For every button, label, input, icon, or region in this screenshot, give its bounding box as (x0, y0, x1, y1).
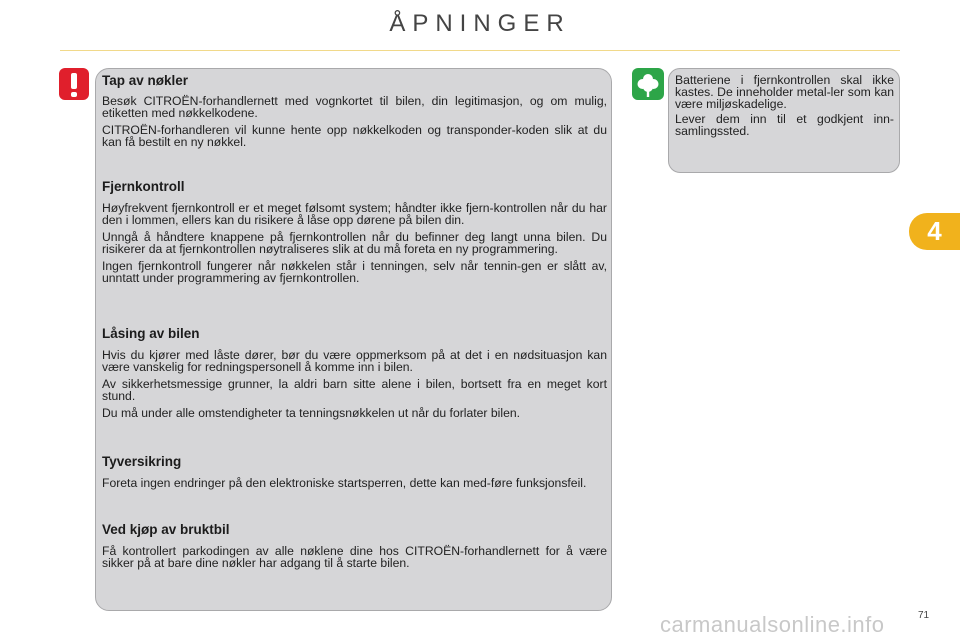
page-number: 71 (918, 610, 930, 621)
paragraph: Du må under alle omstendigheter ta tenningsnøkkelen ut når du forlater bilen. (102, 405, 521, 420)
paragraph: Hvis du kjører med låste dører, bør du være oppmerksom på at det i en nødsituasjon kan være vanskelig for redningspersonell å komme inn i bilen. (102, 348, 607, 374)
header-divider (60, 50, 900, 51)
section-heading: Ved kjøp av bruktbil (102, 522, 230, 537)
section-remote (102, 179, 607, 284)
paragraph: Av sikkerhetsmessige grunner, la aldri barn sitte alene i bilen, bortsett fra en meget kort stund. (102, 376, 607, 403)
section-key-loss (102, 73, 607, 149)
section-locking (102, 326, 607, 420)
section-heading: Tyversikring (102, 454, 182, 469)
section-anti-theft (102, 454, 607, 490)
paragraph: Få kontrollert parkodingen av alle nøklene dine hos CITROËN-forhandlernett for å være sikker på at bare dine nøkler har adgang til å starte bilen. (102, 544, 607, 570)
section-heading: Fjernkontroll (102, 179, 185, 194)
paragraph: Batteriene i fjernkontrollen skal ikke kastes. De inneholder metal-ler som kan være miljøskadelige. (675, 73, 894, 111)
paragraph: CITROËN-forhandleren vil kunne hente opp nøkkelkoden og transponder-koden slik at du kan få bestilt en ny nøkkel. (102, 122, 607, 149)
page-title: ÅPNINGER (389, 10, 571, 37)
eco-leaf-icon (632, 68, 664, 100)
section-heading: Tap av nøkler (102, 73, 189, 88)
paragraph: Lever dem inn til et godkjent inn-samlingssted. (675, 111, 894, 138)
warning-icon (59, 68, 89, 100)
paragraph: Unngå å håndtere knappene på fjernkontrollen når du befinner deg langt unna bilen. Du risikerer da at fjernkontrollen nøytraliseres slik at du må foreta en ny programmering. (102, 229, 607, 256)
paragraph: Ingen fjernkontroll fungerer når nøkkelen står i tenningen, selv når tennin-gen er slått av, unntatt under programmering av fjernkontrollen. (102, 258, 607, 285)
section-heading: Låsing av bilen (102, 326, 200, 341)
watermark: carmanualsonline.info (660, 612, 885, 637)
paragraph: Foreta ingen endringer på den elektroniske startsperren, dette kan med-føre funksjonsfeil. (102, 476, 587, 490)
chapter-tab[interactable]: 4 (909, 213, 960, 250)
environment-note-box (668, 68, 900, 173)
section-used-car (102, 522, 607, 570)
paragraph: Besøk CITROËN-forhandlernett med vognkortet til bilen, din legitimasjon, og om mulig, etiketten med nøkkelkodene. (102, 94, 607, 120)
paragraph: Høyfrekvent fjernkontroll er et meget følsomt system; håndter ikke fjern-kontrollen når du har den i lommen, ellers kan du risikere å låse opp dørene på bilen din. (102, 201, 607, 227)
main-info-box (95, 68, 612, 611)
